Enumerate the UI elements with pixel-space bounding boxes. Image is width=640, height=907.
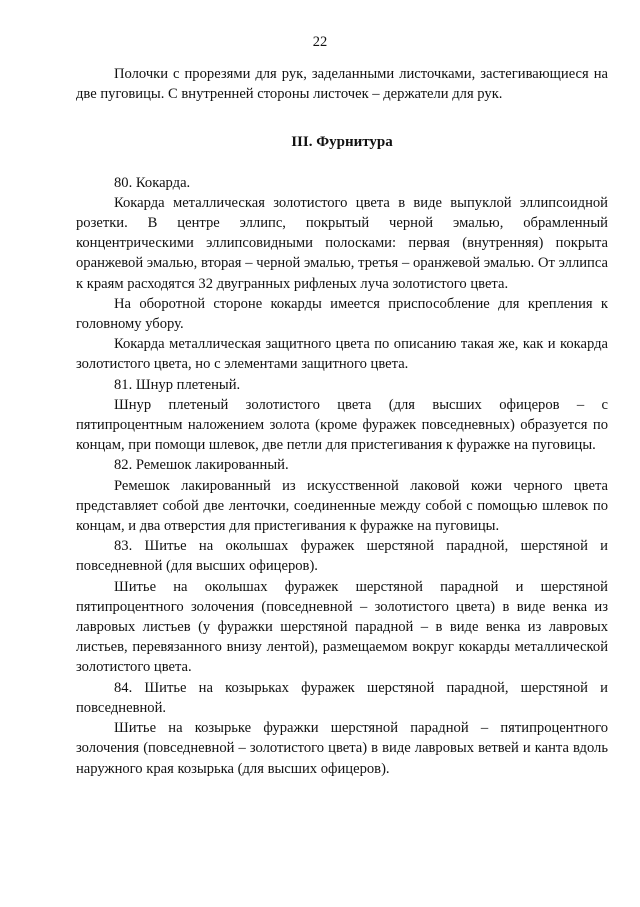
section-heading: III. Фурнитура — [291, 134, 393, 151]
item-80-title: 80. Кокарда. — [114, 174, 191, 191]
item-82-description: Ремешок лакированный из искусственной лаковой кожи черного цвета представляет собой две ленточки, соединенные между собой с помощью шлевок по концам, и два отверстия для пристегивания к фуражке на пуговицы. — [76, 477, 608, 535]
item-83-title: 83. Шитье на околышах фуражек шерстяной парадной, шерстяной и повседневной (для высших офицеров). — [76, 538, 608, 575]
page-number: 22 — [312, 34, 328, 50]
item-84-description: Шитье на козырьке фуражки шерстяной парадной – пятипроцентного золочения (повседневной – золотистого цвета) в виде лавровых ветвей и канта вдоль наружного края козырька (для высших офицеров). — [76, 720, 608, 777]
document-body — [76, 64, 608, 779]
item-82-title: 82. Ремешок лакированный. — [114, 457, 289, 474]
item-80-description: Кокарда металлическая золотистого цвета в виде выпуклой эллипсоидной розетки. В центре эллипс, покрытый черной эмалью, обрамленный концентрическими эллипсовидными полосками: первая (внутренняя) покрыта оранжевой эмалью, вторая – черной эмалью, третья – оранжевой эмалью. От эллипса к краям расходятся 32 двугранных рифленых луча золотистого цвета. — [76, 194, 608, 292]
item-83-description: Шитье на околышах фуражек шерстяной парадной и шерстяной пятипроцентного золочения (повседневной – золотистого цвета) в виде венка из лавровых листьев (у фуражки шерстяной парадной – в виде венка из лавровых листьев, перевязанного внизу лентой), размещаемом вокруг кокарды металлической золотистого цвета. — [76, 578, 608, 676]
item-80-reverse-side: На оборотной стороне кокарды имеется приспособление для крепления к головному убору. — [76, 295, 608, 333]
item-80-protective-color: Кокарда металлическая защитного цвета по описанию такая же, как и кокарда золотистого цвета, но с элементами защитного цвета. — [76, 336, 608, 373]
item-84-title: 84. Шитье на козырьках фуражек шерстяной парадной, шерстяной и повседневной. — [76, 679, 608, 716]
paragraph-pockets: Полочки с прорезями для рук, заделанными листочками, застегивающиеся на две пуговицы. С внутренней стороны листочек – держатели для рук. — [76, 66, 608, 103]
item-81-title: 81. Шнур плетеный. — [114, 376, 241, 393]
item-81-description: Шнур плетеный золотистого цвета (для высших офицеров – с пятипроцентным наложением золота (кроме фуражек повседневных) образуется по концам, при помощи шлевок, две петли для пристегивания к фуражке на пуговицы. — [76, 396, 608, 454]
